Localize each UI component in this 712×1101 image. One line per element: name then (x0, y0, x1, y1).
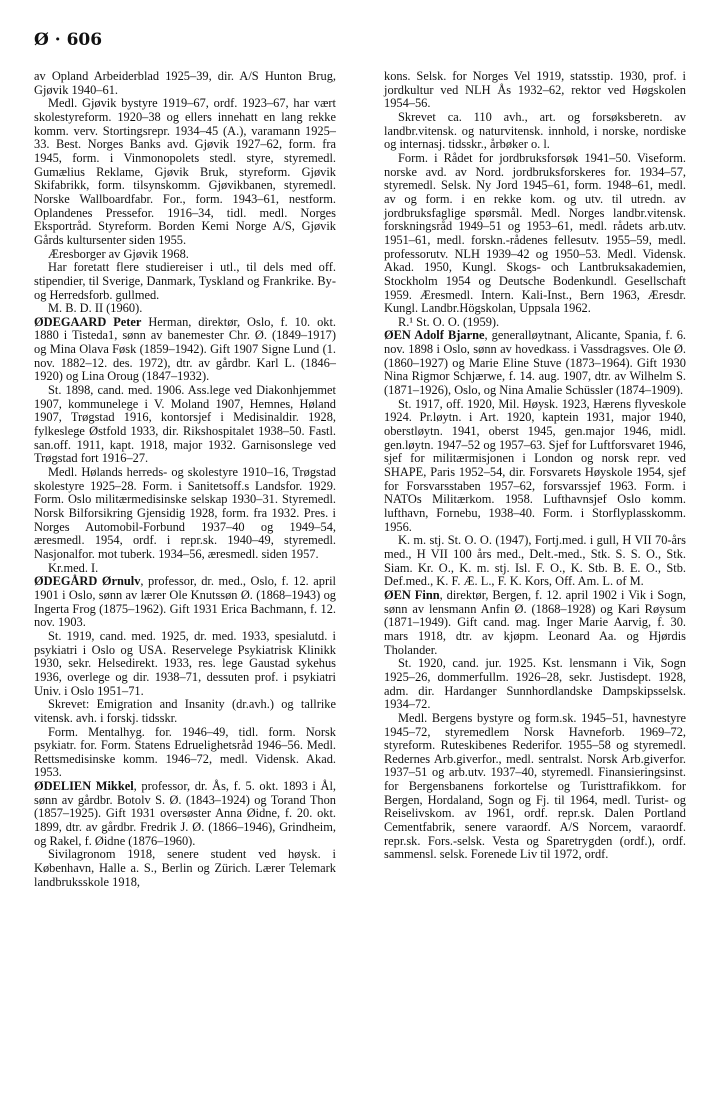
entry-odegaard-peter (34, 316, 336, 384)
entry-text: , direktør, Bergen, f. 12. april 1902 i Vik i Sogn, sønn av lensmann Anfin Ø. (1868–1928) og Kari Røysum (1871–1949). Gift cand. mag. Inger Marie Aarvig, f. 30. mars 1918, dtr. av kjøpm. Leonard Aa. og Hjørdis Tholander. (384, 587, 686, 657)
paragraph: St. 1917, off. 1920, Mil. Høysk. 1923, Hærens flyveskole 1924. Pr.løytn. i Art. 1920, kaptein 1931, major 1940, oberstløytn. 1941, oberst 1945, gen.major 1946, midl. gen.løytn. 1947–52 og 1957–63. Sjef for Luftforsvaret 1946, sjef for militærmisjonen i London og norsk repr. ved SHAPE, Paris 1952–54, dir. Forsvarets Høyskole 1954, sjef for Forsvarsstaben 1957–62, forsvarssjef 1963. Form. i NATOs Militærkom. 1958. Lufthavnsjef Oslo komm. lufthavn, Fornebu, 1938–40. Form. i Storflyplasskomm. 1956. (384, 396, 686, 534)
entry-text: , professor, dr. med., Oslo, f. 12. april 1901 i Oslo, sønn av lærer Ole Knutssøn Ø. (1868–1943) og Ingerta Frog (1875–1962). Gift 1931 Erica Bachmann, f. 12. nov. 1903. (34, 574, 336, 630)
entry-text: , generalløytnant, Alicante, Spania, f. 6. nov. 1898 i Oslo, sønn av hovedkass. i Vassdragsves. Ole Ø. (1860–1927) og Marie Eline Stuve (1873–1964). Gift 1930 Nina Rigmor Schjærwe, f. 14. aug. 1907, dtr. av Wilhelm S. (1871–1926), Oslo, og Nina Amalie Schüssler (1874–1909). (384, 328, 686, 398)
paragraph: Medl. Gjøvik bystyre 1919–67, ordf. 1923–67, har vært skolestyreform. 1920–38 og ellers innehatt en lang rekke komm. verv. Stortingsrepr. 1934–45 (A.), varamann 1925–33. Best. Norges Banks avd. Gjøvik 1927–62, form. fra 1945, form. i Vinmonopolets stedl. styre, styremedl. Gumælius Reklame, Gjøvik Bruk, styreform. Gjøvik Skifabrikk, form. tilsynskomm. Gjøvikbanen, styremedl. Norske Wallboardfabr. For., form. 1943–61, nestform. Oplandenes Pressefor. 1916–34, tidl. medl. Norges Eksportråd. Styreform. Borden Kemi Norge A/S, Gjøvik Gårds kultursenter siden 1955. (34, 96, 336, 247)
paragraph: K. m. stj. St. O. O. (1947), Fortj.med. i gull, H VII 70-års med., H VII 100 års med., Delt.-med., Stk. S. S. O., Stk. Siam. Kr. O., K. m. stj. Isl. F. O., K. Stb. B. E. O., Stb. Def.med., K. F. Æ. L., F. K. Kors, Off. Am. L. of M. (384, 533, 686, 589)
entry-name: ØEN Adolf Bjarne (384, 328, 485, 343)
entry-text: Herman, direktør, Oslo, f. 10. okt. 1880 i Tisteda1, sønn av banemester Chr. Ø. (1849–1917) og Mina Olava Føsk (1859–1942). Gift 1907 Signe Lund (1. nov. 1882–12. des. 1972), dtr. av gårdbr. Karl L. (1846–1920) og Lina Oroug (1847–1932). (34, 314, 336, 384)
paragraph: R.¹ St. O. O. (1959). (398, 314, 500, 329)
paragraph: Kr.med. I. (48, 560, 99, 575)
paragraph: St. 1920, cand. jur. 1925. Kst. lensmann i Vik, Sogn 1925–26, dommerfullm. 1926–28, sekr. Justisdept. 1928, adm. dir. Hardanger Sunnhordlandske Dampskipsselsk. 1934–72. (384, 656, 686, 712)
header-letter: Ø (34, 30, 49, 50)
paragraph: Form. Mentalhyg. for. 1946–49, tidl. form. Norsk psykiatr. for. Form. Statens Edruelighetsråd 1946–56. Medl. Rettsmedisinske komm. 1946–72, medl. Vidensk. Akad. 1953. (34, 724, 336, 780)
paragraph: M. B. D. II (1960). (48, 301, 143, 316)
page-number: 606 (66, 30, 103, 50)
paragraph: Sivilagronom 1918, senere student ved høysk. i København, Halle a. S., Berlin og Zürich. Lærer Telemark landbruksskole 1918, (34, 847, 336, 889)
page-header (34, 30, 102, 50)
left-column (34, 70, 336, 889)
paragraph: Æresborger av Gjøvik 1968. (48, 246, 189, 261)
header-separator: · (54, 30, 61, 50)
paragraph: Form. i Rådet for jordbruksforsøk 1941–50. Viseform. norske avd. av Nord. jordbruksforskeres for. 1934–57, styremedl. Selsk. Ny Jord 1945–61, form. 1948–61, medl. av og form. i en rekke kom. og utv. til utredn. av jordbruksfaglige spørsmål. Medl. Norges landbr.vitensk. forskningsråd 1949–51 og 1953–61, medl. rådets arb.utv. 1951–61, medl. forskn.-rådenes fellesutv. 1955–59, medl. professorutv. NLH 1939–42 og 1950–53. Medl. Vidensk. Akad. 1950, Kungl. Skogs- och Lantbruksakademien, Stockholm 1954 og Deutsche Bodenkundl. Gesellschaft 1959. Æresmedl. Intern. Kali-Inst., Bern 1963, Æresdr. Kungl. Landbr.Högskolan, Uppsala 1962. (384, 150, 686, 316)
paragraph: Skrevet ca. 110 avh., art. og forsøksberetn. av landbr.vitensk. og naturvitensk. innhold, i norske, nordiske og internasj. tidsskr., årbøker o. l. (384, 109, 686, 152)
entry-oen-adolf (384, 329, 686, 397)
paragraph: St. 1898, cand. med. 1906. Ass.lege ved Diakonhjemmet 1907, kommunelege i V. Moland 1907, Hemnes, Høland 1907, Trøgstad 1916, kontorsjef i Medisinaldir. 1928, fylkeslege Østfold 1933, dir. Rikshospitalet 1938–50. Fastl. san.off. 1911, kapt. 1918, major 1932. Garnisonslege ved Trøgstad fort 1916–27. (34, 383, 336, 466)
paragraph: St. 1919, cand. med. 1925, dr. med. 1933, spesialutd. i psykiatri i Oslo og USA. Reservelege Psykiatrisk Klinikk 1930, sekr. Helsedirekt. 1933, res. lege Gaustad sykehus 1936, overlege og dir. 1938–71, dessuten prof. i psykiatri Univ. i Oslo 1951–71. (34, 628, 336, 698)
paragraph: Skrevet: Emigration and Insanity (dr.avh.) og tallrike vitensk. avh. i forskj. tidsskr. (34, 697, 336, 725)
paragraph: Har foretatt flere studiereiser i utl., til dels med off. stipendier, til Sverige, Danmark, Tyskland og Frankrike. By- og Herredsforb. gullmed. (34, 260, 336, 302)
paragraph: Medl. Hølands herreds- og skolestyre 1910–16, Trøgstad skolestyre 1925–28. Form. i Sanitetsoff.s Landsfor. 1929. Form. Oslo militærmedisinske selskap 1930–31. Styremedl. Norsk Bilforsikring Gjensidig 1928, form. fra 1932. Pres. i Norges Automobil-Forbund 1937–40 og 1949–54, æresmedl. 1954, ordf. i repr.sk. 1940–49, styremedl. Nasjonalfor. mot tuberk. 1934–56, æresmedl. siden 1957. (34, 465, 336, 561)
paragraph: kons. Selsk. for Norges Vel 1919, statsstip. 1930, prof. i jordkultur ved NLH Ås 1932–62, rektor ved Høgskolen 1954–56. (384, 69, 686, 111)
right-column (384, 70, 686, 862)
entry-name: ØEN Finn (384, 587, 440, 602)
entry-odegard-ornulv (34, 575, 336, 630)
entry-name: ØDELIEN Mikkel (34, 779, 134, 794)
entry-name: ØDEGÅRD Ørnulv (34, 574, 141, 589)
entry-text: , professor, dr. Ås, f. 5. okt. 1893 i Ål, sønn av gårdbr. Botolv S. Ø. (1843–1924) og Torand Thon (1857–1925). Gift 1931 oversøster Anna Øidne, f. 20. okt. 1899, dtr. av gårdbr. Fredrik J. Ø. (1866–1946), Grindheim, og Rakel, f. Øidne (1876–1960). (34, 779, 336, 848)
entry-oen-finn (384, 589, 686, 657)
paragraph: Medl. Bergens bystyre og form.sk. 1945–51, havnestyre 1945–72, styremedlem Norsk Havneforb. 1969–72, styreform. Ruteskibenes Rederifor. 1955–58 og styremedl. Redernes Arb.giverfor., medl. sentralst. Norsk Arb.giverfor. 1937–51 og arb.utv. 1937–40, styremedl. Finansieringsinst. for Bergensbanens forkortelse og Turisttrafikkom. for Bergen, Hordaland, Sogn og Fj. til 1964, medl. Turist- og Reiselivskom. av 1961, ordf. repr.sk. Dalen Portland Cementfabrik, senere varaordf. A/S Norcem, varaordf. repr.sk. Fors.-selsk. Vesta og Sparetrygden (ordf.), ordf. sammensl. selsk. Forenede Liv til 1972, ordf. (384, 710, 686, 862)
entry-odelien-mikkel (34, 780, 336, 848)
paragraph: av Opland Arbeiderblad 1925–39, dir. A/S Hunton Brug, Gjøvik 1940–61. (34, 69, 336, 97)
entry-name: ØDEGAARD Peter (34, 314, 142, 329)
